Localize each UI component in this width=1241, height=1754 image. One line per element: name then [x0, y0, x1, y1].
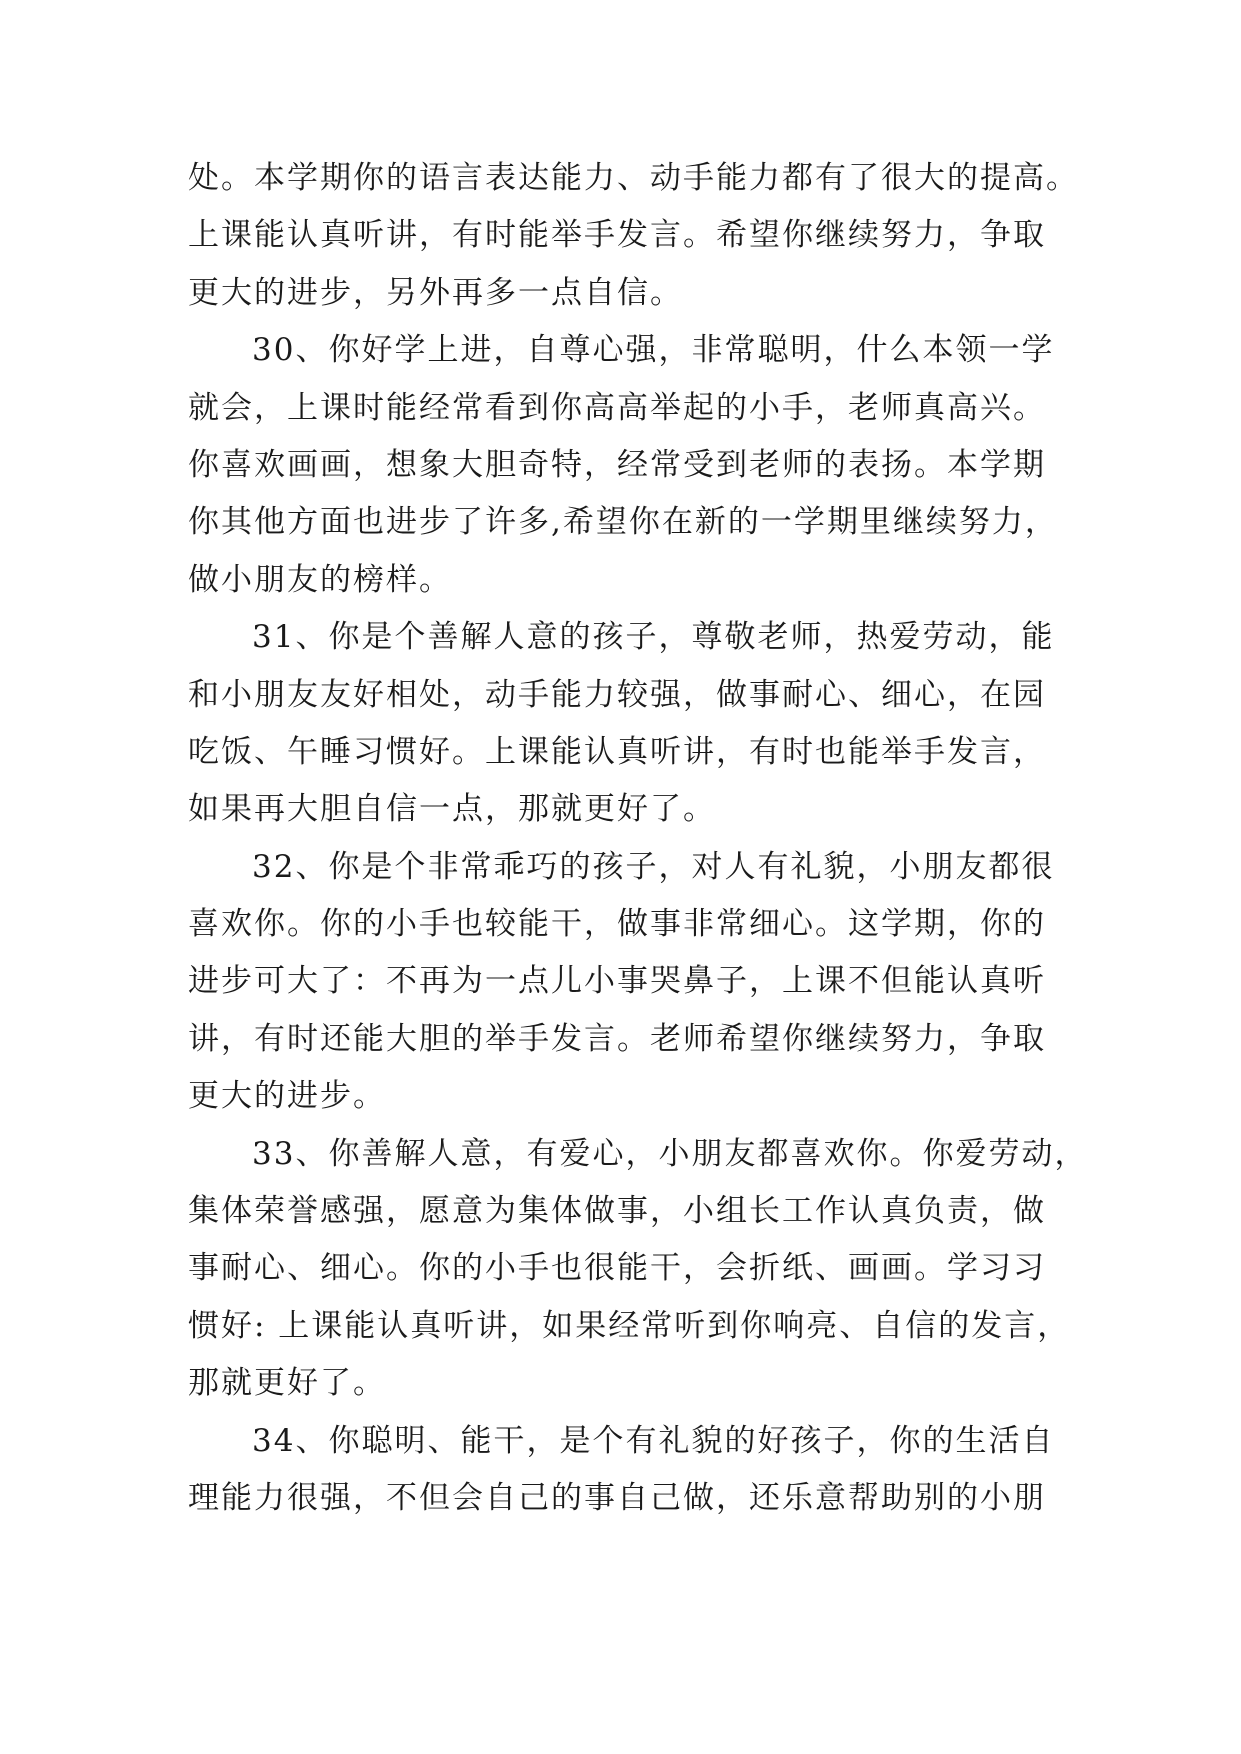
text-line: 上课能认真听讲，有时能举手发言。希望你继续努力，争取 [188, 217, 1046, 254]
text-line: 就会，上课时能经常看到你高高举起的小手，老师真高兴。 [188, 389, 1046, 426]
text-line: 你喜欢画画，想象大胆奇特，经常受到老师的表扬。本学期 [188, 446, 1046, 483]
text-line: 和小朋友友好相处，动手能力较强，做事耐心、细心，在园 [188, 676, 1046, 713]
text-line: 更大的进步。 [188, 1078, 386, 1115]
text-line: 事耐心、细心。你的小手也很能干，会折纸、画画。学习习 [188, 1250, 1046, 1287]
text-line: 那就更好了。 [188, 1365, 386, 1402]
text-line: 更大的进步，另外再多一点自信。 [188, 274, 683, 311]
text-line: 吃饭、午睡习惯好。上课能认真听讲，有时也能举手发言， [188, 733, 1046, 770]
text-line: 理能力很强，不但会自己的事自己做，还乐意帮助别的小朋 [188, 1479, 1046, 1516]
document-body [188, 150, 1088, 1527]
text-line: 惯好: 上课能认真听讲，如果经常听到你响亮、自信的发言， [188, 1307, 1071, 1344]
text-line: 如果再大胆自信一点，那就更好了。 [188, 791, 716, 828]
text-line: 讲，有时还能大胆的举手发言。老师希望你继续努力，争取 [188, 1020, 1046, 1057]
text-line: 30、你好学上进，自尊心强，非常聪明，什么本领一学 [252, 332, 1055, 369]
text-line: 集体荣誉感强，愿意为集体做事，小组长工作认真负责，做 [188, 1193, 1046, 1230]
text-line: 喜欢你。你的小手也较能干，做事非常细心。这学期，你的 [188, 906, 1046, 943]
text-line: 32、你是个非常乖巧的孩子，对人有礼貌，小朋友都很 [252, 848, 1055, 885]
text-line: 做小朋友的榜样。 [188, 561, 452, 598]
text-line: 处。本学期你的语言表达能力、动手能力都有了很大的提高。 [188, 160, 1079, 196]
text-line: 你其他方面也进步了许多,希望你在新的一学期里继续努力， [188, 504, 1058, 541]
text-line: 33、你善解人意，有爱心，小朋友都喜欢你。你爱劳动， [252, 1135, 1088, 1172]
text-line: 34、你聪明、能干，是个有礼貌的好孩子，你的生活自 [252, 1422, 1055, 1459]
text-line: 进步可大了：不再为一点儿小事哭鼻子，上课不但能认真听 [188, 963, 1046, 1000]
text-line: 31、你是个善解人意的孩子，尊敬老师，热爱劳动，能 [252, 619, 1055, 656]
